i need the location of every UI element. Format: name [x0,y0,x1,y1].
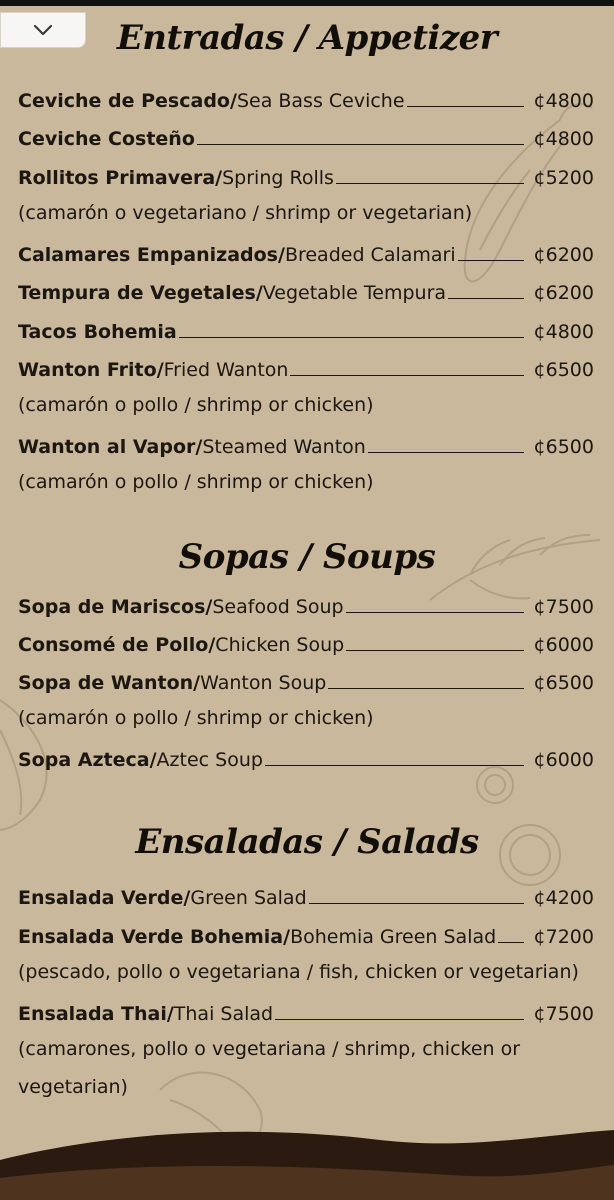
item-name: Tempura de Vegetales [18,282,256,304]
item-price: ¢7500 [533,596,594,618]
dotted-leader [328,688,524,689]
dotted-leader [275,1019,524,1020]
dotted-leader [407,106,524,107]
dotted-leader [179,337,524,338]
item-name: Rollitos Primavera [18,167,216,189]
menu-item [18,159,594,189]
menu-item [18,82,594,112]
menu-item [18,995,594,1025]
item-price: ¢4800 [533,90,594,112]
section-title-salads: Ensaladas / Salads [135,822,479,862]
item-price: ¢5200 [533,167,594,189]
item-english-name: Spring Rolls [222,167,334,189]
item-english-name: Seafood Soup [212,596,344,618]
menu-item [18,313,594,343]
menu-item [18,918,594,948]
item-note: (camarones, pollo o vegetariana / shrimp, chicken or [18,1038,521,1060]
dotted-leader [368,452,524,453]
item-english-name: Thai Salad [173,1003,274,1025]
dotted-leader [336,183,524,184]
item-price: ¢6200 [533,244,594,266]
dotted-leader [498,942,524,943]
section-title-soups: Sopas / Soups [178,537,436,577]
menu-item [18,626,594,656]
item-english-name: Sea Bass Ceviche [236,90,405,112]
item-separator: / [205,596,213,618]
item-name: Ceviche Costeño [18,128,195,150]
item-english-name: Fried Wanton [163,359,289,381]
item-english-name: Bohemia Green Salad [290,926,497,948]
item-name: Ceviche de Pescado [18,90,230,112]
menu-item [18,236,594,266]
item-note: vegetarian) [18,1076,128,1098]
menu-item [18,120,594,150]
item-separator: / [156,359,164,381]
section-title-appetizer: Entradas / Appetizer [116,18,498,58]
dotted-leader [265,765,524,766]
item-separator: / [208,634,216,656]
item-name: Consomé de Pollo [18,634,209,656]
dotted-leader [197,144,524,145]
item-english-name: Green Salad [190,887,307,909]
dotted-leader [458,260,524,261]
item-separator: / [215,167,223,189]
menu-item [18,741,594,771]
item-english-name: Vegetable Tempura [262,282,447,304]
item-name: Sopa de Mariscos [18,596,206,618]
item-english-name: Wanton Soup [200,672,327,694]
item-price: ¢4800 [533,128,594,150]
dotted-leader [448,298,524,299]
item-price: ¢6500 [533,672,594,694]
item-separator: / [229,90,237,112]
item-separator: / [193,672,201,694]
item-note: (camarón o pollo / shrimp or chicken) [18,471,374,493]
top-status-bar [0,0,614,6]
item-price: ¢6500 [533,359,594,381]
menu-item [18,351,594,381]
item-note: (camarón o pollo / shrimp or chicken) [18,394,374,416]
item-price: ¢6000 [533,749,594,771]
item-price: ¢6000 [533,634,594,656]
item-separator: / [283,926,291,948]
item-separator: / [195,436,203,458]
item-separator: / [166,1003,174,1025]
dotted-leader [346,650,524,651]
item-price: ¢6200 [533,282,594,304]
item-english-name: Breaded Calamari [284,244,456,266]
item-price: ¢7500 [533,1003,594,1025]
menu-item [18,588,594,618]
item-name: Ensalada Thai [18,1003,167,1025]
dotted-leader [309,903,524,904]
menu-item [18,664,594,694]
footer-wave-decoration [0,1120,614,1200]
item-price: ¢4200 [533,887,594,909]
item-price: ¢6500 [533,436,594,458]
item-name: Calamares Empanizados [18,244,278,266]
item-english-name: Chicken Soup [215,634,345,656]
item-separator: / [183,887,191,909]
item-price: ¢7200 [533,926,594,948]
menu-item [18,274,594,304]
item-separator: / [255,282,263,304]
menu-item [18,428,594,458]
item-name: Wanton Frito [18,359,157,381]
item-note: (camarón o pollo / shrimp or chicken) [18,707,374,729]
item-separator: / [277,244,285,266]
item-separator: / [149,749,157,771]
item-name: Ensalada Verde [18,887,184,909]
dotted-leader [346,612,524,613]
item-price: ¢4800 [533,321,594,343]
item-name: Tacos Bohemia [18,321,177,343]
item-english-name: Steamed Wanton [202,436,366,458]
item-name: Wanton al Vapor [18,436,196,458]
item-english-name: Aztec Soup [156,749,263,771]
item-name: Sopa Azteca [18,749,150,771]
item-note: (pescado, pollo o vegetariana / fish, chicken or vegetarian) [18,961,579,983]
dotted-leader [290,375,524,376]
item-name: Sopa de Wanton [18,672,194,694]
menu-item [18,879,594,909]
item-note: (camarón o vegetariano / shrimp or vegetarian) [18,202,473,224]
item-name: Ensalada Verde Bohemia [18,926,284,948]
